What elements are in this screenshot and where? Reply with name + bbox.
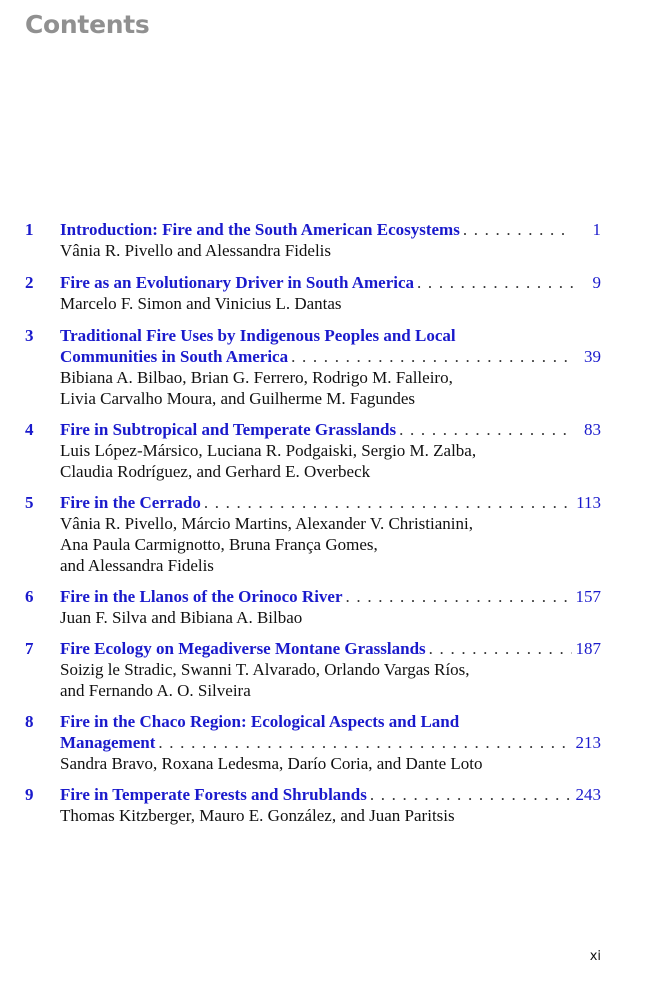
author-line: Vânia R. Pivello, Márcio Martins, Alexander V. Christianini,: [60, 514, 473, 533]
leader-dots: [346, 586, 572, 607]
toc-entry-4: [25, 419, 601, 482]
chapter-title-line: [60, 272, 601, 293]
author-line: Ana Paula Carmignotto, Bruna França Gomes,: [60, 535, 378, 554]
author-line: and Fernando A. O. Silveira: [60, 681, 251, 700]
chapter-page-number[interactable]: 157: [575, 587, 601, 606]
toc-entry-3: [25, 325, 601, 409]
chapter-number: 6: [25, 587, 34, 606]
leader-dots: [204, 492, 572, 513]
toc-entry-5: [25, 492, 601, 576]
chapter-title-line: [60, 638, 601, 659]
chapter-page-number[interactable]: 1: [592, 220, 601, 239]
author-line: Vânia R. Pivello and Alessandra Fidelis: [60, 241, 332, 260]
chapter-title-line: [60, 346, 601, 367]
chapter-title-link[interactable]: Traditional Fire Uses by Indigenous Peoples and Local: [60, 326, 456, 345]
chapter-title-line: [60, 492, 601, 513]
toc-entry-2: [25, 272, 601, 314]
leader-dots: [370, 784, 572, 805]
chapter-page-number[interactable]: 9: [592, 273, 601, 292]
leader-dots: [463, 219, 573, 240]
chapter-title-line: [60, 732, 601, 753]
author-line: and Alessandra Fidelis: [60, 556, 214, 575]
chapter-authors: [60, 440, 601, 482]
leader-dots: [417, 272, 573, 293]
chapter-title-link[interactable]: Management: [60, 733, 156, 752]
chapter-number: 4: [25, 420, 34, 439]
chapter-authors: [60, 293, 601, 314]
chapter-page-number[interactable]: 243: [575, 785, 601, 804]
chapter-authors: [60, 240, 601, 261]
chapter-number: 3: [25, 326, 34, 345]
leader-dots: [429, 638, 572, 659]
table-of-contents: [25, 219, 601, 826]
chapter-number: 8: [25, 712, 34, 731]
chapter-title-line: [60, 784, 601, 805]
chapter-number: 7: [25, 639, 34, 658]
author-line: Thomas Kitzberger, Mauro E. González, and Juan Paritsis: [60, 806, 455, 825]
toc-entry-6: [25, 586, 601, 628]
author-line: Sandra Bravo, Roxana Ledesma, Darío Coria, and Dante Loto: [60, 754, 483, 773]
chapter-title-link[interactable]: Fire in the Cerrado: [60, 493, 201, 512]
chapter-title-link[interactable]: Fire in Subtropical and Temperate Grasslands: [60, 420, 397, 439]
chapter-title-link[interactable]: Fire in Temperate Forests and Shrublands: [60, 785, 367, 804]
chapter-title-link[interactable]: Fire as an Evolutionary Driver in South America: [60, 273, 415, 292]
author-line: Soizig le Stradic, Swanni T. Alvarado, Orlando Vargas Ríos,: [60, 660, 470, 679]
chapter-title-line: [60, 586, 601, 607]
chapter-number: 5: [25, 493, 34, 512]
chapter-title-link[interactable]: Fire in the Llanos of the Orinoco River: [60, 587, 343, 606]
chapter-page-number[interactable]: 83: [584, 420, 601, 439]
author-line: Livia Carvalho Moura, and Guilherme M. Fagundes: [60, 389, 416, 408]
leader-dots: [291, 346, 573, 367]
author-line: Juan F. Silva and Bibiana A. Bilbao: [60, 608, 303, 627]
leader-dots: [399, 419, 573, 440]
chapter-title-line: [60, 219, 601, 240]
leader-dots: [158, 732, 571, 753]
chapter-authors: [60, 607, 601, 628]
chapter-title-link[interactable]: Fire in the Chaco Region: Ecological Aspects and Land: [60, 712, 460, 731]
chapter-authors: [60, 753, 601, 774]
toc-entry-1: [25, 219, 601, 261]
chapter-page-number[interactable]: 213: [575, 733, 601, 752]
toc-entry-9: [25, 784, 601, 826]
toc-entry-8: [25, 711, 601, 774]
chapter-authors: [60, 805, 601, 826]
author-line: Marcelo F. Simon and Vinicius L. Dantas: [60, 294, 342, 313]
chapter-title-link[interactable]: Communities in South America: [60, 347, 289, 366]
author-line: Claudia Rodríguez, and Gerhard E. Overbeck: [60, 462, 371, 481]
chapter-page-number[interactable]: 113: [576, 493, 601, 512]
chapter-title-line: [60, 325, 601, 346]
chapter-number: 9: [25, 785, 34, 804]
chapter-page-number[interactable]: 187: [575, 639, 601, 658]
chapter-title-link[interactable]: Fire Ecology on Megadiverse Montane Grasslands: [60, 639, 426, 658]
chapter-number: 1: [25, 220, 34, 239]
chapter-title-line: [60, 711, 601, 732]
chapter-authors: [60, 513, 601, 576]
chapter-title-link[interactable]: Introduction: Fire and the South American Ecosystems: [60, 220, 460, 239]
chapter-title-line: [60, 419, 601, 440]
chapter-number: 2: [25, 273, 34, 292]
author-line: Luis López-Mársico, Luciana R. Podgaiski, Sergio M. Zalba,: [60, 441, 477, 460]
page-title: Contents: [25, 10, 150, 39]
author-line: Bibiana A. Bilbao, Brian G. Ferrero, Rodrigo M. Falleiro,: [60, 368, 453, 387]
chapter-page-number[interactable]: 39: [584, 347, 601, 366]
toc-entry-7: [25, 638, 601, 701]
page-folio: xi: [589, 949, 601, 964]
chapter-authors: [60, 367, 601, 409]
chapter-authors: [60, 659, 601, 701]
